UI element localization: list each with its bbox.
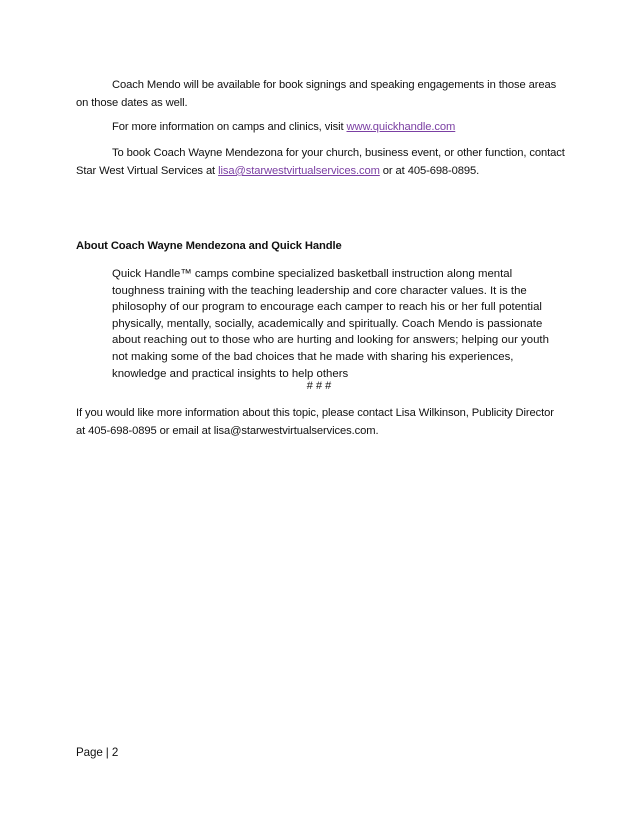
closing-paragraph: If you would like more information about this topic, please contact Lisa Wilkinson, Publicity Director at 405-698-0895 or email at lisa@starwestvirtualservices.com. xyxy=(76,407,554,437)
camps-paragraph: For more information on camps and clinics, visit www.quickhandle.com xyxy=(112,121,456,133)
separator: # # # xyxy=(306,380,332,392)
booking-paragraph: To book Coach Wayne Mendezona for your church, business event, or other function, contact Star West Virtual Services at lisa@starwestvirtualservices.com or at 405-698-0895. xyxy=(76,147,565,177)
availability-paragraph: Coach Mendo will be available for book signings and speaking engagements in those areas on those dates as well. xyxy=(76,79,557,109)
email-link[interactable]: lisa@starwestvirtualservices.com xyxy=(218,165,380,177)
page-number: Page | 2 xyxy=(76,746,119,759)
about-heading: About Coach Wayne Mendezona and Quick Handle xyxy=(76,240,342,252)
quickhandle-link[interactable]: www.quickhandle.com xyxy=(346,121,456,133)
about-body: Quick Handle™ camps combine specialized basketball instruction along mental toughness training with the teaching leadership and core character values. It is the philosophy of our program to encourage each camper to reach his or her full potential physically, mentally, socially, academically and spiritually. Coach Mendo is passionate about reaching out to those who are hurting and looking for answers; helping our youth not making some of the bad choices that he made with sharing his experiences, knowledge and practical insights to help others xyxy=(112,268,549,380)
